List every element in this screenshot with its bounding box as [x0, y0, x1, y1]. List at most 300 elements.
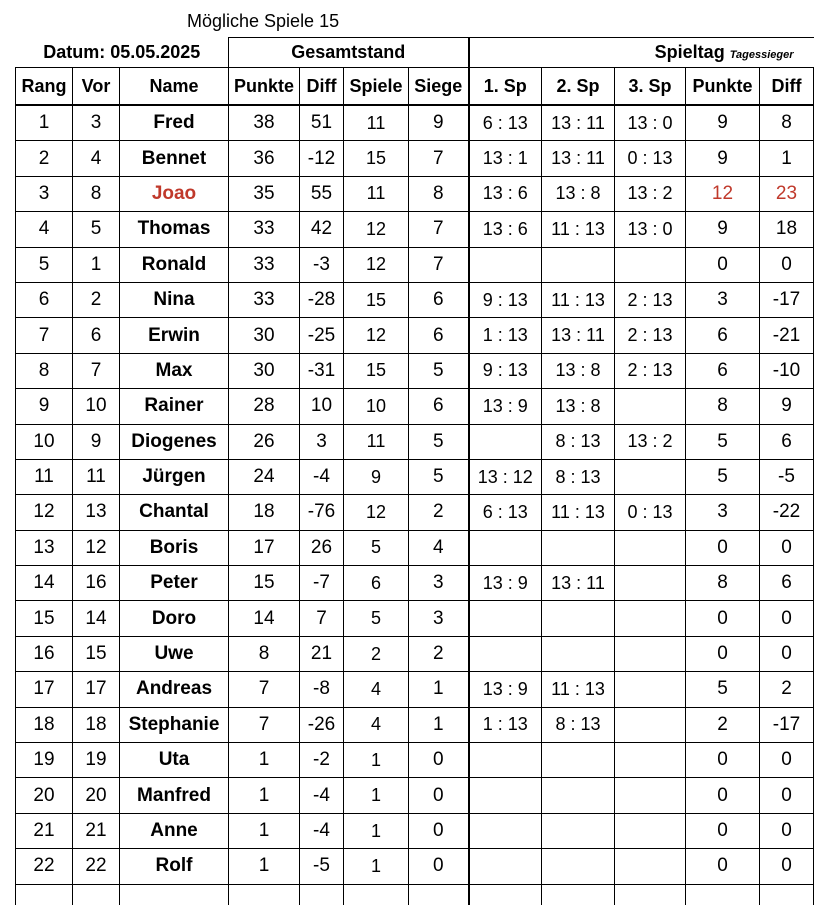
points-cell: 30	[229, 318, 300, 353]
day-points-cell: 5	[686, 672, 760, 707]
points-cell: 1	[229, 849, 300, 884]
points-cell: 24	[229, 459, 300, 494]
game1-score-cell	[469, 813, 542, 848]
diff-cell: 51	[300, 105, 344, 141]
empty-cell	[615, 884, 686, 905]
day-diff-cell: 0	[760, 601, 814, 636]
points-cell: 33	[229, 282, 300, 317]
day-points-cell: 6	[686, 353, 760, 388]
player-name-cell: Rainer	[120, 389, 229, 424]
wins-cell: 6	[409, 318, 469, 353]
wins-cell: 3	[409, 601, 469, 636]
wins-cell: 5	[409, 459, 469, 494]
rank-cell: 5	[16, 247, 73, 282]
previous-rank-cell: 7	[73, 353, 120, 388]
previous-rank-cell: 17	[73, 672, 120, 707]
player-name-cell: Stephanie	[120, 707, 229, 742]
diff-cell: -4	[300, 778, 344, 813]
day-points-cell: 0	[686, 743, 760, 778]
game1-score-cell	[469, 530, 542, 565]
games-cell: 12	[344, 495, 409, 530]
table-row	[16, 495, 814, 530]
empty-cell	[16, 884, 73, 905]
game2-score-cell	[542, 813, 615, 848]
day-points-cell: 8	[686, 566, 760, 601]
game2-score-cell	[542, 530, 615, 565]
rank-cell: 12	[16, 495, 73, 530]
table-row	[16, 672, 814, 707]
game3-score-cell	[615, 601, 686, 636]
points-cell: 1	[229, 743, 300, 778]
wins-cell: 1	[409, 707, 469, 742]
game3-score-cell	[615, 743, 686, 778]
game2-score-cell	[542, 247, 615, 282]
game2-score-cell: 13 : 11	[542, 318, 615, 353]
player-name-cell: Nina	[120, 282, 229, 317]
game3-score-cell	[615, 566, 686, 601]
rank-cell: 2	[16, 141, 73, 176]
day-points-cell: 3	[686, 495, 760, 530]
diff-cell: -76	[300, 495, 344, 530]
day-points-cell: 0	[686, 530, 760, 565]
wins-cell: 2	[409, 636, 469, 671]
player-name-cell: Thomas	[120, 212, 229, 247]
day-diff-cell: -17	[760, 282, 814, 317]
day-points-cell: 12	[686, 176, 760, 211]
player-name-cell: Andreas	[120, 672, 229, 707]
wins-cell: 7	[409, 212, 469, 247]
table-row	[16, 389, 814, 424]
diff-cell: -26	[300, 707, 344, 742]
game2-score-cell: 13 : 11	[542, 105, 615, 141]
game2-score-cell: 8 : 13	[542, 707, 615, 742]
game3-score-cell: 2 : 13	[615, 353, 686, 388]
game2-score-cell: 11 : 13	[542, 212, 615, 247]
day-diff-cell: 0	[760, 778, 814, 813]
wins-cell: 4	[409, 530, 469, 565]
day-points-cell: 9	[686, 105, 760, 141]
points-cell: 7	[229, 707, 300, 742]
player-name-cell: Chantal	[120, 495, 229, 530]
points-cell: 30	[229, 353, 300, 388]
diff-cell: -4	[300, 813, 344, 848]
day-diff-cell: 23	[760, 176, 814, 211]
game3-score-cell: 2 : 13	[615, 318, 686, 353]
wins-cell: 1	[409, 672, 469, 707]
col-header-siege: Siege	[409, 68, 469, 106]
rank-cell: 18	[16, 707, 73, 742]
games-cell: 11	[344, 176, 409, 211]
game3-score-cell	[615, 530, 686, 565]
previous-rank-cell: 13	[73, 495, 120, 530]
player-name-cell: Bennet	[120, 141, 229, 176]
game1-score-cell: 1 : 13	[469, 318, 542, 353]
possible-games-note: Mögliche Spiele 15	[187, 11, 340, 31]
games-cell: 10	[344, 389, 409, 424]
rank-cell: 20	[16, 778, 73, 813]
game1-score-cell: 6 : 13	[469, 105, 542, 141]
game2-score-cell	[542, 743, 615, 778]
previous-rank-cell: 10	[73, 389, 120, 424]
day-points-cell: 5	[686, 424, 760, 459]
day-diff-cell: 9	[760, 389, 814, 424]
player-name-cell: Erwin	[120, 318, 229, 353]
player-name-cell: Fred	[120, 105, 229, 141]
games-cell: 1	[344, 743, 409, 778]
game1-score-cell: 13 : 9	[469, 566, 542, 601]
game1-score-cell: 13 : 12	[469, 459, 542, 494]
diff-cell: 10	[300, 389, 344, 424]
table-row	[16, 743, 814, 778]
games-cell: 2	[344, 636, 409, 671]
diff-cell: -4	[300, 459, 344, 494]
col-header-name: Name	[120, 68, 229, 106]
diff-cell: 26	[300, 530, 344, 565]
game3-score-cell	[615, 389, 686, 424]
game1-score-cell: 13 : 1	[469, 141, 542, 176]
wins-cell: 5	[409, 424, 469, 459]
previous-rank-cell: 14	[73, 601, 120, 636]
game1-score-cell: 1 : 13	[469, 707, 542, 742]
day-diff-cell: 2	[760, 672, 814, 707]
game3-score-cell: 0 : 13	[615, 141, 686, 176]
game2-score-cell: 8 : 13	[542, 424, 615, 459]
game1-score-cell: 13 : 6	[469, 212, 542, 247]
player-name-cell: Uta	[120, 743, 229, 778]
col-header-day-diff: Diff	[760, 68, 814, 106]
game3-score-cell	[615, 459, 686, 494]
standings-table	[15, 37, 814, 905]
header-row-top	[16, 38, 814, 68]
previous-rank-cell: 9	[73, 424, 120, 459]
points-cell: 35	[229, 176, 300, 211]
wins-cell: 0	[409, 743, 469, 778]
wins-cell: 0	[409, 778, 469, 813]
col-header-diff: Diff	[300, 68, 344, 106]
day-points-cell: 9	[686, 141, 760, 176]
col-header-rang: Rang	[16, 68, 73, 106]
day-points-cell: 2	[686, 707, 760, 742]
diff-cell: 21	[300, 636, 344, 671]
player-name-cell: Joao	[120, 176, 229, 211]
empty-cell	[300, 884, 344, 905]
game2-score-cell	[542, 778, 615, 813]
empty-cell	[469, 884, 542, 905]
matchday-header	[469, 38, 814, 68]
points-cell: 18	[229, 495, 300, 530]
day-points-cell: 0	[686, 247, 760, 282]
day-diff-cell: -22	[760, 495, 814, 530]
day-diff-cell: -10	[760, 353, 814, 388]
table-row	[16, 459, 814, 494]
col-header-sp1: 1. Sp	[469, 68, 542, 106]
game3-score-cell	[615, 813, 686, 848]
rank-cell: 19	[16, 743, 73, 778]
rank-cell: 13	[16, 530, 73, 565]
games-cell: 12	[344, 318, 409, 353]
points-cell: 33	[229, 247, 300, 282]
game1-score-cell	[469, 743, 542, 778]
day-diff-cell: 0	[760, 813, 814, 848]
previous-rank-cell: 22	[73, 849, 120, 884]
table-row	[16, 318, 814, 353]
games-cell: 4	[344, 672, 409, 707]
rank-cell: 22	[16, 849, 73, 884]
games-cell: 5	[344, 601, 409, 636]
diff-cell: -5	[300, 849, 344, 884]
game1-score-cell	[469, 601, 542, 636]
day-diff-cell: -21	[760, 318, 814, 353]
empty-row	[16, 884, 814, 905]
day-diff-cell: 6	[760, 424, 814, 459]
game3-score-cell	[615, 672, 686, 707]
day-diff-cell: 0	[760, 636, 814, 671]
day-points-cell: 0	[686, 778, 760, 813]
day-points-cell: 0	[686, 601, 760, 636]
player-name-cell: Jürgen	[120, 459, 229, 494]
date-label: Datum: 05.05.2025	[16, 38, 229, 68]
previous-rank-cell: 5	[73, 212, 120, 247]
empty-cell	[409, 884, 469, 905]
points-cell: 28	[229, 389, 300, 424]
table-row	[16, 105, 814, 141]
day-diff-cell: 0	[760, 530, 814, 565]
previous-rank-cell: 15	[73, 636, 120, 671]
diff-cell: -2	[300, 743, 344, 778]
col-header-spiele: Spiele	[344, 68, 409, 106]
rank-cell: 21	[16, 813, 73, 848]
diff-cell: -31	[300, 353, 344, 388]
game3-score-cell: 2 : 13	[615, 282, 686, 317]
table-row	[16, 636, 814, 671]
player-name-cell: Manfred	[120, 778, 229, 813]
day-diff-cell: 8	[760, 105, 814, 141]
games-cell: 5	[344, 530, 409, 565]
day-points-cell: 8	[686, 389, 760, 424]
games-cell: 1	[344, 778, 409, 813]
wins-cell: 3	[409, 566, 469, 601]
table-row	[16, 247, 814, 282]
game3-score-cell: 13 : 2	[615, 424, 686, 459]
rank-cell: 3	[16, 176, 73, 211]
game1-score-cell: 13 : 9	[469, 389, 542, 424]
rank-cell: 15	[16, 601, 73, 636]
empty-cell	[229, 884, 300, 905]
points-cell: 15	[229, 566, 300, 601]
points-cell: 33	[229, 212, 300, 247]
day-diff-cell: -5	[760, 459, 814, 494]
previous-rank-cell: 18	[73, 707, 120, 742]
rank-cell: 6	[16, 282, 73, 317]
player-name-cell: Boris	[120, 530, 229, 565]
game2-score-cell: 8 : 13	[542, 459, 615, 494]
previous-rank-cell: 19	[73, 743, 120, 778]
day-winner-label: Tagessieger	[729, 49, 794, 61]
day-points-cell: 6	[686, 318, 760, 353]
empty-cell	[542, 884, 615, 905]
game3-score-cell: 13 : 2	[615, 176, 686, 211]
points-cell: 14	[229, 601, 300, 636]
wins-cell: 8	[409, 176, 469, 211]
table-row	[16, 813, 814, 848]
game2-score-cell: 11 : 13	[542, 495, 615, 530]
games-cell: 9	[344, 459, 409, 494]
game1-score-cell: 9 : 13	[469, 282, 542, 317]
previous-rank-cell: 2	[73, 282, 120, 317]
points-cell: 17	[229, 530, 300, 565]
day-diff-cell: 1	[760, 141, 814, 176]
day-points-cell: 0	[686, 849, 760, 884]
game2-score-cell: 13 : 8	[542, 353, 615, 388]
diff-cell: -12	[300, 141, 344, 176]
player-name-cell: Diogenes	[120, 424, 229, 459]
table-row	[16, 566, 814, 601]
player-name-cell: Ronald	[120, 247, 229, 282]
wins-cell: 7	[409, 141, 469, 176]
day-points-cell: 9	[686, 212, 760, 247]
points-cell: 38	[229, 105, 300, 141]
game2-score-cell: 13 : 11	[542, 566, 615, 601]
points-cell: 1	[229, 813, 300, 848]
game2-score-cell: 13 : 8	[542, 176, 615, 211]
table-row	[16, 424, 814, 459]
day-diff-cell: -17	[760, 707, 814, 742]
matchday-label: Spieltag	[654, 42, 725, 62]
game2-score-cell: 11 : 13	[542, 672, 615, 707]
rank-cell: 8	[16, 353, 73, 388]
points-cell: 7	[229, 672, 300, 707]
game2-score-cell: 11 : 13	[542, 282, 615, 317]
table-row	[16, 282, 814, 317]
previous-rank-cell: 1	[73, 247, 120, 282]
games-cell: 15	[344, 353, 409, 388]
games-cell: 12	[344, 247, 409, 282]
day-diff-cell: 6	[760, 566, 814, 601]
col-header-day-punkte: Punkte	[686, 68, 760, 106]
games-cell: 12	[344, 212, 409, 247]
wins-cell: 6	[409, 282, 469, 317]
player-name-cell: Uwe	[120, 636, 229, 671]
col-header-sp2: 2. Sp	[542, 68, 615, 106]
diff-cell: -7	[300, 566, 344, 601]
wins-cell: 7	[409, 247, 469, 282]
table-row	[16, 778, 814, 813]
col-header-vor: Vor	[73, 68, 120, 106]
day-points-cell: 3	[686, 282, 760, 317]
game1-score-cell	[469, 778, 542, 813]
game1-score-cell: 13 : 6	[469, 176, 542, 211]
wins-cell: 9	[409, 105, 469, 141]
wins-cell: 6	[409, 389, 469, 424]
games-cell: 15	[344, 282, 409, 317]
day-points-cell: 0	[686, 813, 760, 848]
points-cell: 8	[229, 636, 300, 671]
table-row	[16, 707, 814, 742]
previous-rank-cell: 8	[73, 176, 120, 211]
previous-rank-cell: 4	[73, 141, 120, 176]
game3-score-cell	[615, 707, 686, 742]
empty-cell	[73, 884, 120, 905]
games-cell: 11	[344, 424, 409, 459]
game1-score-cell	[469, 636, 542, 671]
game3-score-cell: 0 : 13	[615, 495, 686, 530]
rank-cell: 14	[16, 566, 73, 601]
game1-score-cell: 6 : 13	[469, 495, 542, 530]
game2-score-cell: 13 : 11	[542, 141, 615, 176]
player-name-cell: Peter	[120, 566, 229, 601]
wins-cell: 5	[409, 353, 469, 388]
diff-cell: -28	[300, 282, 344, 317]
game3-score-cell: 13 : 0	[615, 105, 686, 141]
player-name-cell: Rolf	[120, 849, 229, 884]
games-cell: 6	[344, 566, 409, 601]
game3-score-cell	[615, 247, 686, 282]
day-diff-cell: 0	[760, 849, 814, 884]
game2-score-cell: 13 : 8	[542, 389, 615, 424]
day-diff-cell: 18	[760, 212, 814, 247]
day-diff-cell: 0	[760, 247, 814, 282]
player-name-cell: Anne	[120, 813, 229, 848]
game1-score-cell: 13 : 9	[469, 672, 542, 707]
diff-cell: -8	[300, 672, 344, 707]
game2-score-cell	[542, 601, 615, 636]
game3-score-cell	[615, 778, 686, 813]
game2-score-cell	[542, 636, 615, 671]
rank-cell: 9	[16, 389, 73, 424]
diff-cell: 7	[300, 601, 344, 636]
player-name-cell: Max	[120, 353, 229, 388]
table-row	[16, 353, 814, 388]
previous-rank-cell: 12	[73, 530, 120, 565]
day-points-cell: 0	[686, 636, 760, 671]
games-cell: 1	[344, 849, 409, 884]
rank-cell: 1	[16, 105, 73, 141]
rank-cell: 11	[16, 459, 73, 494]
diff-cell: 55	[300, 176, 344, 211]
rank-cell: 7	[16, 318, 73, 353]
previous-rank-cell: 16	[73, 566, 120, 601]
previous-rank-cell: 3	[73, 105, 120, 141]
table-row	[16, 212, 814, 247]
games-cell: 4	[344, 707, 409, 742]
game1-score-cell	[469, 424, 542, 459]
wins-cell: 0	[409, 849, 469, 884]
player-name-cell: Doro	[120, 601, 229, 636]
empty-cell	[760, 884, 814, 905]
points-cell: 26	[229, 424, 300, 459]
game3-score-cell	[615, 636, 686, 671]
overall-standings-header: Gesamtstand	[229, 38, 469, 68]
game3-score-cell: 13 : 0	[615, 212, 686, 247]
empty-cell	[344, 884, 409, 905]
col-header-punkte: Punkte	[229, 68, 300, 106]
game1-score-cell: 9 : 13	[469, 353, 542, 388]
previous-rank-cell: 6	[73, 318, 120, 353]
day-points-cell: 5	[686, 459, 760, 494]
rank-cell: 10	[16, 424, 73, 459]
col-header-sp3: 3. Sp	[615, 68, 686, 106]
rank-cell: 17	[16, 672, 73, 707]
day-diff-cell: 0	[760, 743, 814, 778]
points-cell: 36	[229, 141, 300, 176]
table-row	[16, 601, 814, 636]
diff-cell: -3	[300, 247, 344, 282]
empty-cell	[686, 884, 760, 905]
rank-cell: 16	[16, 636, 73, 671]
games-cell: 11	[344, 105, 409, 141]
column-header-row	[16, 68, 814, 106]
wins-cell: 2	[409, 495, 469, 530]
